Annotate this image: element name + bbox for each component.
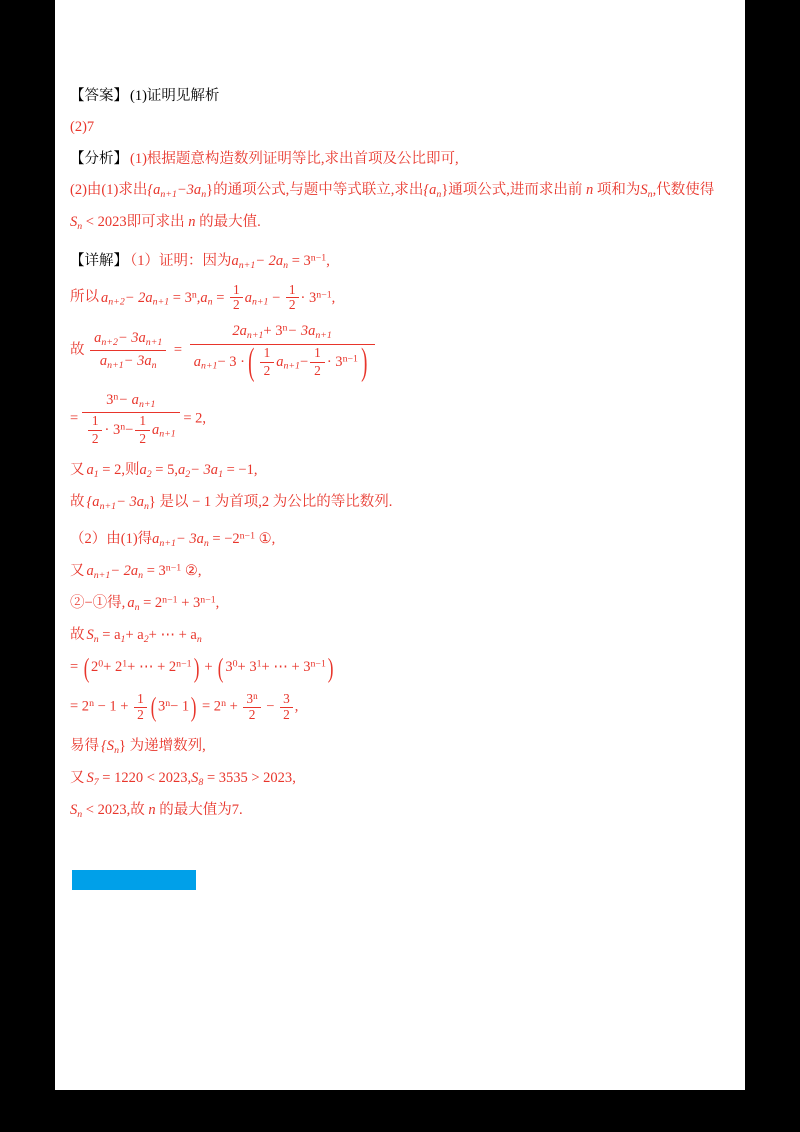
frac-half-2-num: 1: [288, 281, 296, 297]
lhs-den-b: − 3a: [123, 353, 152, 370]
sol-l2-p1sub2: n+1: [152, 296, 170, 308]
sol-l12-eq2: = 2: [202, 698, 222, 715]
sol-l5-b: a: [139, 462, 147, 479]
sol-l14-S1sub: 7: [93, 776, 99, 788]
analysis-p2a: (2)由(1)求出: [70, 182, 148, 199]
sol-l2-p1b: − 2a: [124, 289, 153, 306]
frac-3n-den: 2: [243, 707, 260, 723]
sol-l8-a: a: [86, 563, 94, 580]
sol-l5-d: a: [177, 462, 186, 479]
analysis-n-var: n: [586, 182, 594, 199]
sol-l2-p1a: a: [101, 289, 109, 306]
frac-half-3-den: 2: [260, 362, 275, 379]
sol-l6-seq-end: }: [148, 494, 156, 511]
rhs-ratio-den: [190, 340, 375, 383]
simp-den-sup: n: [120, 421, 126, 433]
sol-l2-tail: ,: [331, 289, 336, 306]
sol-l5-c2: ,: [174, 462, 178, 479]
solution-line-3: [70, 322, 730, 383]
sol-l14-S2: S: [191, 770, 199, 787]
sol-l8-sup: n−1: [165, 562, 182, 574]
sol-l12-sup2: n: [221, 698, 226, 710]
rhs-den-sub: n+1: [200, 360, 218, 372]
frac-3-num: 3: [283, 690, 290, 706]
analysis-p3rest: 即可求出: [126, 214, 185, 231]
solution-line-11: [70, 652, 730, 684]
sol-l6-seq-a: {a: [86, 494, 100, 511]
section-highlight-bar: [72, 870, 196, 890]
simp-den-b: a: [151, 422, 160, 439]
sol-l11-g2b: + 3: [237, 659, 257, 676]
sol-l6-text: 是以 − 1 为首项,2 为公比的等比数列.: [159, 494, 393, 511]
sol-l5-e: − 3a: [190, 462, 219, 479]
sol-l14-S2sub: 8: [198, 776, 204, 788]
sol-l15-lt: < 2023: [85, 802, 127, 819]
sol-l2-p2a: a: [200, 289, 208, 306]
lhs-den-sub: n+1: [107, 359, 124, 371]
seq-an2-sub: n: [436, 189, 442, 201]
solution-line-6: [70, 491, 730, 514]
frac-half-3: [260, 346, 275, 379]
frac-3-over-2: [280, 692, 293, 723]
sol-l9-a: a: [127, 595, 135, 612]
frac-3-den: 2: [280, 707, 293, 723]
sol-l7-sub: n+1: [159, 538, 176, 550]
rhs-den-inner2: · 3: [326, 353, 343, 370]
frac-half-3-num: 1: [263, 344, 271, 360]
solution-line-14: [70, 767, 730, 790]
simp-num-sup: n: [113, 391, 119, 403]
sol-l5-sub4: 1: [218, 469, 223, 480]
sol-l10-dots: + ⋯ + a: [148, 627, 197, 644]
analysis-S3-lt: < 2023: [85, 214, 127, 231]
frac-half-5-num: 1: [91, 413, 99, 429]
analysis-p2d: 项和为: [596, 182, 641, 199]
rhs-den-inner1-sub: n+1: [283, 360, 300, 372]
sol-l5-tail: ,: [253, 462, 258, 479]
sol-l11-g1: 2: [91, 659, 99, 676]
sol-l1-sub: n+1: [238, 260, 256, 272]
sol-l14-lead: 又: [70, 770, 85, 787]
sol-l15-c: ,: [126, 802, 131, 819]
sol-l9-lead: ②−①得,: [70, 595, 126, 612]
rhs-den-inner1: a: [276, 353, 284, 370]
sol-l2-p2sub2: n+1: [251, 296, 269, 308]
solution-line-1: [70, 250, 730, 273]
lhs-ratio-num: [90, 329, 166, 351]
frac-half-4-num: 1: [314, 344, 321, 360]
rhs-den-a: a: [193, 353, 201, 370]
sol-l11-g2: 3: [225, 659, 233, 676]
sol-l13-text: 为递增数列,: [129, 738, 206, 755]
simp-num-sub: n+1: [138, 398, 156, 410]
sol-l2-p1sub: n+2: [108, 296, 125, 308]
sol-l14-eq1: = 1220 < 2023: [102, 770, 188, 787]
simp-num-a: 3: [106, 391, 114, 408]
seq-an1-rest: −3a: [176, 182, 202, 199]
analysis-S-sub: n: [647, 189, 653, 201]
simp-num: [82, 391, 180, 413]
rhs-num-sub: n+1: [246, 330, 264, 342]
sol-l12-eq: = 2: [70, 698, 90, 715]
sol-l14-eq2: = 3535 > 2023: [206, 770, 293, 787]
frac-3n-over-2: [243, 691, 260, 723]
sol-l3-lead: 故: [70, 341, 85, 358]
sol-l14-c: ,: [187, 770, 192, 787]
sol-l4-result: = 2: [183, 410, 203, 427]
analysis-p3tail: 的最大值.: [199, 214, 261, 231]
sol-l10-lead: 故: [70, 627, 85, 644]
rhs-num-a: 2a: [232, 323, 247, 340]
sol-l10-sub1: 1: [120, 634, 126, 646]
sol-l14-S1: S: [86, 770, 94, 787]
frac-half-7-den: 2: [134, 707, 147, 723]
sol-l7-mark: ①: [258, 531, 272, 548]
analysis-p2c: 通项公式,进而求出前: [448, 182, 583, 199]
simp-num-b: − a: [118, 391, 139, 408]
sol-l3-equals: =: [173, 341, 183, 358]
sol-l12-paren-sup: n: [165, 698, 171, 710]
sol-l5-eq3: = −1: [226, 462, 254, 479]
sol-l12-tail: ,: [294, 698, 299, 715]
solution-line-4: [70, 391, 730, 447]
solution-l1a: （1）证明：因为: [130, 253, 232, 270]
sol-l13-seq-sub: n: [114, 744, 119, 756]
sol-l5-a: a: [86, 462, 94, 479]
frac-half-2: [286, 283, 299, 314]
analysis-line-1: [70, 148, 730, 170]
document-content: [70, 85, 730, 831]
seq-an1-sub2: n: [201, 189, 207, 201]
frac-half-1-num: 1: [233, 281, 240, 297]
sol-l12-paren-a: 3: [157, 698, 166, 715]
sol-l5-sub1: 1: [93, 469, 99, 480]
sol-l15-n: n: [148, 802, 156, 819]
sol-l5-sub2: 2: [146, 469, 152, 480]
sol-l13-lead: 易得: [70, 738, 99, 755]
solution-line-5: [70, 459, 730, 482]
answer-part1: (1)证明见解析: [130, 88, 220, 104]
solution-line-12: [70, 691, 730, 723]
sol-l8-sub2: n: [138, 570, 144, 582]
rhs-den-inner2-sup: n−1: [342, 353, 358, 365]
sol-l13-seq: {S: [101, 738, 115, 755]
lhs-ratio-den: [90, 350, 166, 373]
frac-half-4-den: 2: [310, 362, 325, 379]
sol-l7-eq-a: a: [152, 531, 160, 548]
sol-l15-rest: 故: [130, 802, 145, 819]
sol-l8-tail: ,: [197, 563, 202, 580]
sol-l8-sub: n+1: [93, 570, 111, 582]
solution-line-9: [70, 592, 730, 615]
analysis-p1: (1)根据题意构造数列证明等比,求出首项及公比即可,: [130, 150, 459, 167]
answer-label: 【答案】: [70, 88, 128, 104]
sol-l10-S: S: [86, 627, 94, 644]
sol-l6-seq-b: − 3a: [116, 494, 144, 511]
seq-an1-close: }: [206, 182, 214, 199]
sol-l7-eq: = −2: [212, 531, 240, 548]
sol-l11-plus: +: [204, 659, 213, 676]
sol-l2-p2b: a: [244, 289, 252, 306]
sol-l1-mid: − 2a: [255, 253, 284, 270]
simplified-ratio-fraction: [82, 391, 180, 447]
frac-half-6: [135, 414, 150, 447]
sol-l15-S: S: [70, 802, 78, 819]
sol-l6-seq-sub2: n: [143, 501, 149, 513]
sol-l11-g2sup3: n−1: [310, 659, 326, 671]
sol-l1-sub2: n: [283, 260, 289, 272]
sol-l9-tail: ,: [215, 595, 220, 612]
analysis-S-var: S: [640, 182, 648, 199]
sol-l12-minus: − 1 +: [97, 698, 129, 715]
lhs-ratio-fraction: [90, 329, 166, 373]
lhs-num-sub2: n+1: [145, 336, 163, 348]
frac-3n-num-base: 3: [246, 691, 254, 707]
solution-line-7: [70, 528, 730, 551]
sol-l11-g2sup: 0: [232, 659, 238, 671]
sol-l14-tail: ,: [292, 770, 296, 787]
sol-l8-eq: = 3: [146, 563, 166, 580]
sol-l15-tail: 的最大值为7.: [159, 802, 243, 819]
left-paren-big: (: [248, 340, 255, 383]
answer-line-2: [70, 116, 730, 138]
sol-l2-lead: 所以: [70, 289, 99, 306]
rhs-den-b: − 3 ·: [217, 353, 245, 370]
right-paren-big: ): [361, 340, 368, 383]
sol-l7-b: − 3a: [175, 531, 204, 548]
sol-l5-eq1: = 2: [102, 462, 122, 479]
sol-l12-paren-b: − 1: [170, 698, 190, 715]
seq-an1-open: {a: [147, 182, 161, 199]
frac-half-6-num: 1: [139, 413, 146, 429]
sol-l10-sub3: n: [196, 634, 202, 646]
sol-l15-Ssub: n: [77, 808, 83, 820]
frac-half-4: [310, 346, 325, 379]
left-paren-1: (: [83, 652, 90, 684]
seq-an2-open: {a: [423, 182, 437, 199]
sol-l2-p2eq: =: [216, 289, 225, 306]
lhs-num-sub: n+2: [101, 336, 118, 348]
sol-l9-sup: n−1: [162, 594, 178, 606]
sol-l10-Ssub: n: [93, 634, 99, 646]
sol-l2-p2sup: n−1: [316, 288, 332, 300]
solution-label: 【详解】: [70, 253, 128, 270]
answer-part2: (2)7: [70, 119, 95, 136]
sol-l1-end: ,: [326, 253, 330, 270]
sol-l11-g1c: + ⋯ + 2: [127, 659, 177, 676]
sol-l12-plus: +: [229, 698, 238, 715]
lhs-den-a: a: [99, 353, 108, 370]
frac-half-2-den: 2: [286, 297, 299, 313]
sol-l11-g1sup3: n−1: [176, 659, 192, 671]
lhs-num-a: a: [94, 329, 102, 346]
sol-l7-tail: ,: [271, 531, 276, 548]
rhs-num-b: + 3: [263, 323, 283, 340]
sol-l10-eq: = a: [102, 627, 121, 644]
sol-l7-sup: n−1: [239, 530, 256, 542]
frac-half-7-num: 1: [137, 690, 144, 706]
rhs-num-sub2: n+1: [315, 330, 332, 342]
sol-l13-seq-end: }: [118, 738, 126, 755]
analysis-S3-sub: n: [77, 221, 83, 233]
sol-l11-g1sup2: 1: [122, 659, 128, 671]
solution-line-8: [70, 560, 730, 583]
rhs-ratio-fraction: [190, 322, 375, 383]
sol-l7-a: （2）由(1)得: [70, 531, 153, 548]
simp-den-sub: n+1: [159, 428, 176, 440]
lhs-den-sub2: n: [151, 359, 157, 371]
seq-an1-sub: n+1: [160, 189, 177, 201]
analysis-label: 【分析】: [70, 150, 128, 167]
frac-half-5-den: 2: [88, 430, 103, 447]
sol-l9-sub: n: [134, 602, 140, 614]
analysis-n3: n: [188, 214, 196, 231]
frac-half-6-den: 2: [135, 430, 150, 447]
sol-l4-eq: =: [70, 410, 79, 427]
sol-l11-g2c: + ⋯ + 3: [261, 659, 311, 676]
analysis-p2b: 的通项公式,与题中等式联立,求出: [213, 182, 424, 199]
solution-line-2: [70, 283, 730, 314]
sol-l6-lead: 故: [70, 494, 85, 511]
rhs-num-sup: n: [282, 322, 288, 334]
frac-half-1-den: 2: [230, 297, 243, 313]
simp-den-minus: −: [125, 422, 134, 439]
analysis-line-2: [70, 179, 730, 202]
frac-3n-num: [243, 691, 260, 707]
sol-l7-sub2: n: [203, 538, 209, 550]
analysis-p2e: ,代数使得: [652, 182, 715, 199]
sol-l6-seq-sub: n+1: [99, 501, 117, 513]
right-paren-1: ): [193, 652, 199, 684]
sol-l2-p2minus: −: [272, 289, 281, 306]
sol-l11-g1b: + 2: [103, 659, 123, 676]
sol-l5-c1: ,则: [121, 462, 140, 479]
simp-den-a: · 3: [104, 422, 121, 439]
frac-3n-num-sup: n: [253, 691, 258, 702]
left-paren-3: (: [150, 691, 157, 723]
sol-l2-p2c: · 3: [300, 289, 317, 306]
sol-l9-sup2: n−1: [200, 594, 216, 606]
frac-half-5: [88, 414, 103, 447]
sol-l4-tail: ,: [202, 410, 207, 427]
sol-l2-p1sup: n: [191, 288, 197, 300]
sol-l5-sub3: 2: [185, 469, 191, 480]
solution-line-13: [70, 735, 730, 758]
sol-l11-g2sup2: 1: [256, 659, 262, 671]
sol-l10-plus1: + a: [125, 627, 144, 644]
sol-l8-lead: 又: [70, 563, 85, 580]
sol-l1-a: a: [231, 253, 239, 270]
solution-line-10: [70, 624, 730, 647]
sol-l9-plus: + 3: [181, 595, 201, 612]
sol-l8-b: − 2a: [110, 563, 139, 580]
analysis-line-3: [70, 211, 730, 234]
sol-l1-sup: n−1: [310, 253, 327, 265]
section-highlight-text: 高考真题新题型: [74, 872, 166, 887]
sol-l9-eq: = 2: [143, 595, 163, 612]
sol-l2-p1c: = 3: [172, 289, 192, 306]
sol-l5-lead: 又: [70, 462, 85, 479]
seq-an2-close: }: [441, 182, 449, 199]
rhs-num-c: − 3a: [287, 323, 316, 340]
simp-den: [82, 412, 180, 447]
frac-half-7: [134, 692, 147, 723]
rhs-ratio-num: [190, 322, 375, 344]
sol-l1-eq2: = 3: [291, 253, 311, 270]
sol-l11-g1sup: 0: [98, 659, 104, 671]
sol-l12-sup: n: [89, 698, 94, 710]
answer-line-1: [70, 85, 730, 107]
sol-l11-eq: =: [70, 659, 79, 676]
solution-line-15: [70, 799, 730, 822]
sol-l2-comma: ,: [196, 289, 201, 306]
right-paren-3: ): [190, 691, 197, 723]
sol-l2-p2sub: n: [207, 296, 213, 308]
left-paren-2: (: [217, 652, 224, 684]
sol-l12-minus2: −: [266, 698, 275, 715]
sol-l8-mark: ②: [184, 563, 198, 580]
analysis-S3: S: [70, 214, 78, 231]
document-page: [55, 0, 745, 1090]
frac-half-1: [230, 283, 243, 314]
rhs-den-inner-minus: −: [299, 353, 309, 370]
right-paren-2: ): [327, 652, 334, 684]
sol-l10-sub2: 2: [143, 634, 149, 646]
sol-l5-eq2: = 5: [155, 462, 175, 479]
lhs-num-b: − 3a: [117, 329, 146, 346]
